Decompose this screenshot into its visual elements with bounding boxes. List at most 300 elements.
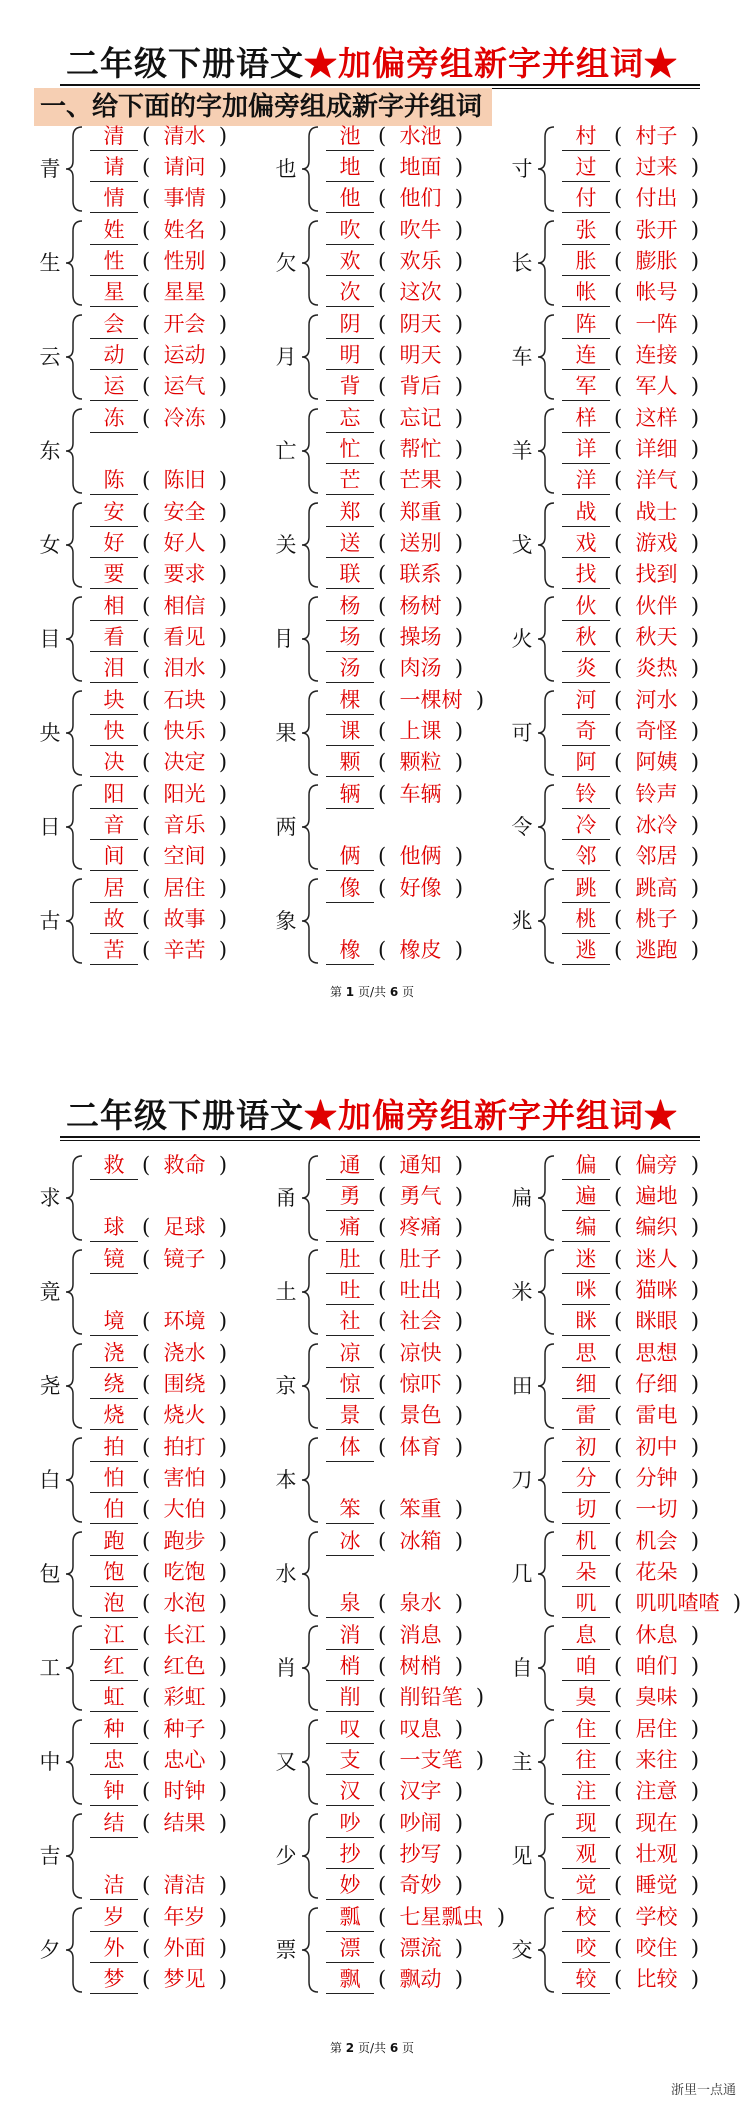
brace-icon (64, 1342, 86, 1430)
word-text: 连接 (635, 343, 678, 367)
word-text: 种子 (163, 1717, 206, 1741)
new-character-blank: 种 (90, 1715, 138, 1744)
open-paren: ( (142, 1560, 164, 1584)
word-text: 跑步 (163, 1529, 206, 1553)
word-answer (142, 341, 227, 369)
open-paren: ( (614, 656, 636, 680)
base-character: 田 (511, 1374, 533, 1398)
brace-icon (300, 1624, 322, 1712)
word-answer (378, 1965, 463, 1993)
close-paren: ) (677, 249, 700, 273)
close-paren: ) (441, 1529, 464, 1553)
char-group (34, 216, 264, 310)
new-character-blank: 漂 (326, 1934, 374, 1963)
word-answer (378, 216, 463, 244)
open-paren: ( (142, 688, 164, 712)
open-paren: ( (378, 1779, 400, 1803)
word-answer (142, 717, 227, 745)
brace-icon (300, 313, 322, 401)
answer-row (90, 498, 280, 529)
answer-row (90, 905, 280, 936)
close-paren: ) (441, 124, 464, 148)
answer-row (90, 780, 280, 811)
base-character: 又 (275, 1750, 297, 1774)
answer-row (562, 874, 744, 905)
char-group (34, 122, 264, 216)
close-paren: ) (441, 656, 464, 680)
open-paren: ( (142, 656, 164, 680)
word-text: 忘记 (399, 406, 442, 430)
word-text: 臭味 (635, 1685, 678, 1709)
answer-row (562, 1401, 744, 1432)
answer-row (90, 1245, 280, 1276)
word-text: 他俩 (399, 844, 442, 868)
close-paren: ) (205, 782, 228, 806)
answer-row (326, 1621, 516, 1652)
new-character-blank: 叽 (562, 1589, 610, 1618)
base-character: 几 (511, 1562, 533, 1586)
close-paren: ) (441, 1936, 464, 1960)
word-text: 一支笔 (399, 1748, 463, 1772)
word-answer (614, 1903, 699, 1931)
base-character: 象 (275, 909, 297, 933)
close-paren: ) (441, 1811, 464, 1835)
open-paren: ( (378, 782, 400, 806)
new-character-blank: 汤 (326, 654, 374, 683)
base-character: 本 (275, 1468, 297, 1492)
word-answer (378, 1527, 463, 1555)
open-paren: ( (378, 500, 400, 524)
word-answer (378, 1370, 463, 1398)
open-paren: ( (142, 1654, 164, 1678)
word-answer (378, 341, 463, 369)
word-text: 地面 (399, 155, 442, 179)
brace-icon (536, 313, 558, 401)
word-answer (142, 1370, 227, 1398)
base-character: 夕 (39, 1938, 61, 1962)
open-paren: ( (142, 1623, 164, 1647)
close-paren: ) (205, 406, 228, 430)
word-text: 树梢 (399, 1654, 442, 1678)
word-answer (614, 623, 699, 651)
new-character-blank: 地 (326, 153, 374, 182)
close-paren: ) (205, 1873, 228, 1897)
word-answer (614, 748, 699, 776)
word-answer (378, 1871, 463, 1899)
word-answer (142, 1621, 227, 1649)
new-character-blank: 奇 (562, 717, 610, 746)
word-text: 吃饱 (163, 1560, 206, 1584)
word-text: 请问 (163, 155, 206, 179)
answer-row (562, 1934, 744, 1965)
new-character-blank: 军 (562, 372, 610, 401)
new-character-blank: 虹 (90, 1683, 138, 1712)
word-answer (142, 153, 227, 181)
new-character-blank: 飘 (326, 1965, 374, 1994)
answer-row (562, 216, 744, 247)
brace-icon (536, 1342, 558, 1430)
new-character-blank: 河 (562, 686, 610, 715)
word-text: 休息 (635, 1623, 678, 1647)
base-character: 交 (511, 1938, 533, 1962)
open-paren: ( (614, 1936, 636, 1960)
close-paren: ) (462, 1748, 485, 1772)
open-paren: ( (378, 1403, 400, 1427)
open-paren: ( (378, 406, 400, 430)
answer-row (326, 1683, 516, 1714)
brace-icon (64, 407, 86, 495)
answer-row (562, 842, 744, 873)
char-group (34, 1903, 264, 1997)
close-paren: ) (441, 249, 464, 273)
word-text: 背后 (399, 374, 442, 398)
new-character-blank: 池 (326, 122, 374, 151)
char-group (34, 780, 264, 874)
answer-row (562, 372, 744, 403)
new-character-blank: 雷 (562, 1401, 610, 1430)
new-character-blank: 浇 (90, 1339, 138, 1368)
word-text: 红色 (163, 1654, 206, 1678)
brace-icon (64, 877, 86, 965)
new-character-blank: 姓 (90, 216, 138, 245)
word-text: 冰箱 (399, 1529, 442, 1553)
word-text: 明天 (399, 343, 442, 367)
new-character-blank: 瓢 (326, 1903, 374, 1932)
new-character-blank: 泪 (90, 654, 138, 683)
answer-row (326, 686, 516, 717)
word-text: 送别 (399, 531, 442, 555)
new-character-blank: 张 (562, 216, 610, 245)
new-character-blank: 阳 (90, 780, 138, 809)
open-paren: ( (142, 782, 164, 806)
word-text: 惊吓 (399, 1372, 442, 1396)
base-character: 吉 (39, 1844, 61, 1868)
answer-row (326, 1276, 516, 1307)
word-text: 来往 (635, 1748, 678, 1772)
open-paren: ( (142, 813, 164, 837)
answer-row (326, 1433, 516, 1464)
brace-icon (64, 1248, 86, 1336)
word-answer (378, 435, 463, 463)
answer-row (326, 1245, 516, 1276)
new-character-blank: 觉 (562, 1871, 610, 1900)
open-paren: ( (614, 1873, 636, 1897)
open-paren: ( (378, 1247, 400, 1271)
answer-row (90, 247, 280, 278)
char-group (34, 1433, 264, 1527)
open-paren: ( (142, 1247, 164, 1271)
new-character-blank: 明 (326, 341, 374, 370)
open-paren: ( (378, 719, 400, 743)
close-paren: ) (441, 280, 464, 304)
close-paren: ) (462, 1685, 485, 1709)
close-paren: ) (677, 124, 700, 148)
new-character-blank: 景 (326, 1401, 374, 1430)
open-paren: ( (142, 249, 164, 273)
new-character-blank: 忠 (90, 1746, 138, 1775)
word-text: 足球 (163, 1215, 206, 1239)
char-group (506, 1715, 736, 1809)
word-text: 性别 (163, 249, 206, 273)
char-group (270, 874, 500, 968)
word-answer (142, 1777, 227, 1805)
answer-row (90, 1871, 280, 1902)
close-paren: ) (441, 500, 464, 524)
word-answer (614, 404, 699, 432)
close-paren: ) (441, 218, 464, 242)
word-text: 这样 (635, 406, 678, 430)
word-text: 忠心 (163, 1748, 206, 1772)
word-text: 泪水 (163, 656, 206, 680)
title-rule (60, 1136, 700, 1138)
answer-row (326, 1370, 516, 1401)
close-paren: ) (441, 437, 464, 461)
brace-icon (64, 595, 86, 683)
word-text: 吐出 (399, 1278, 442, 1302)
char-group (506, 1245, 736, 1339)
open-paren: ( (142, 1309, 164, 1333)
open-paren: ( (614, 876, 636, 900)
word-text: 橡皮 (399, 938, 442, 962)
word-answer (614, 686, 699, 714)
open-paren: ( (142, 719, 164, 743)
word-text: 炎热 (635, 656, 678, 680)
new-character-blank: 星 (90, 278, 138, 307)
answer-row (562, 811, 744, 842)
brace-icon (300, 1342, 322, 1430)
close-paren: ) (441, 1591, 464, 1615)
char-group (506, 686, 736, 780)
word-answer (614, 1715, 699, 1743)
brace-icon (536, 125, 558, 213)
open-paren: ( (378, 1717, 400, 1741)
open-paren: ( (614, 1372, 636, 1396)
close-paren: ) (677, 1153, 700, 1177)
close-paren: ) (441, 468, 464, 492)
new-character-blank: 冰 (326, 1527, 374, 1556)
char-group (506, 1433, 736, 1527)
watermark: 浙里一点通 (670, 2083, 736, 2098)
word-answer (378, 1151, 463, 1179)
word-text: 时钟 (163, 1779, 206, 1803)
word-answer (378, 1213, 463, 1241)
word-answer (614, 1527, 699, 1555)
close-paren: ) (677, 938, 700, 962)
new-character-blank: 吹 (326, 216, 374, 245)
word-text: 比较 (635, 1967, 678, 1991)
word-text: 害怕 (163, 1466, 206, 1490)
word-answer (142, 1464, 227, 1492)
base-character: 票 (275, 1938, 297, 1962)
close-paren: ) (441, 1247, 464, 1271)
open-paren: ( (378, 1184, 400, 1208)
open-paren: ( (614, 594, 636, 618)
new-character-blank: 秋 (562, 623, 610, 652)
word-answer (142, 905, 227, 933)
word-text: 猫咪 (635, 1278, 678, 1302)
close-paren: ) (677, 813, 700, 837)
word-text: 水泡 (163, 1591, 206, 1615)
word-text: 景色 (399, 1403, 442, 1427)
base-character: 也 (275, 157, 297, 181)
close-paren: ) (441, 844, 464, 868)
word-text: 居住 (163, 876, 206, 900)
word-answer (378, 842, 463, 870)
open-paren: ( (378, 1842, 400, 1866)
answer-row (90, 1621, 280, 1652)
word-answer (614, 466, 699, 494)
answer-row (562, 1464, 744, 1495)
answer-row (90, 466, 280, 497)
answer-row (562, 1245, 744, 1276)
new-character-blank: 痛 (326, 1213, 374, 1242)
new-character-blank: 境 (90, 1307, 138, 1336)
word-text: 相信 (163, 594, 206, 618)
answer-row (562, 435, 744, 466)
base-character: 古 (39, 909, 61, 933)
title-rule (60, 1140, 700, 1141)
close-paren: ) (205, 813, 228, 837)
new-character-blank: 居 (90, 874, 138, 903)
char-group (270, 216, 500, 310)
word-text: 梦见 (163, 1967, 206, 1991)
answer-row (90, 310, 280, 341)
new-character-blank: 观 (562, 1840, 610, 1869)
new-character-blank: 怕 (90, 1464, 138, 1493)
open-paren: ( (378, 1685, 400, 1709)
base-character: 月 (275, 345, 297, 369)
char-group (270, 122, 500, 216)
char-group (270, 1809, 500, 1903)
new-character-blank: 咬 (562, 1934, 610, 1963)
close-paren: ) (677, 1184, 700, 1208)
new-character-blank: 初 (562, 1433, 610, 1462)
new-character-blank: 细 (562, 1370, 610, 1399)
char-group (506, 874, 736, 968)
new-character-blank: 课 (326, 717, 374, 746)
answer-row (90, 184, 280, 215)
answer-row (326, 1809, 516, 1840)
brace-icon (536, 1812, 558, 1900)
open-paren: ( (614, 1153, 636, 1177)
answer-row (326, 1652, 516, 1683)
open-paren: ( (142, 155, 164, 179)
new-character-blank: 岁 (90, 1903, 138, 1932)
close-paren: ) (205, 1717, 228, 1741)
answer-row (562, 1339, 744, 1370)
answer-row (90, 1464, 280, 1495)
char-group (270, 1715, 500, 1809)
close-paren: ) (441, 594, 464, 618)
word-answer (378, 1245, 463, 1273)
close-paren: ) (205, 1779, 228, 1803)
answer-row (562, 1777, 744, 1808)
word-text: 居住 (635, 1717, 678, 1741)
close-paren: ) (462, 688, 485, 712)
close-paren: ) (677, 406, 700, 430)
word-answer (378, 1276, 463, 1304)
new-character-blank: 梦 (90, 1965, 138, 1994)
new-character-blank: 故 (90, 905, 138, 934)
word-answer (142, 310, 227, 338)
brace-icon (536, 1718, 558, 1806)
page-footer: 第 1 页/共 6 页 (329, 985, 415, 999)
word-answer (378, 1746, 484, 1774)
answer-row (562, 153, 744, 184)
open-paren: ( (614, 280, 636, 304)
answer-row (326, 1401, 516, 1432)
new-character-blank: 场 (326, 623, 374, 652)
new-character-blank: 付 (562, 184, 610, 213)
base-character: 少 (275, 1844, 297, 1868)
open-paren: ( (614, 750, 636, 774)
close-paren: ) (677, 1685, 700, 1709)
close-paren: ) (205, 1967, 228, 1991)
new-character-blank: 像 (326, 874, 374, 903)
base-character: 求 (39, 1186, 61, 1210)
new-character-blank: 遍 (562, 1182, 610, 1211)
base-character: 水 (275, 1562, 297, 1586)
word-answer (142, 1903, 227, 1931)
base-character: 生 (39, 251, 61, 275)
answer-row (326, 1840, 516, 1871)
answer-row (562, 310, 744, 341)
answer-row (326, 748, 516, 779)
word-answer (142, 466, 227, 494)
base-character: 令 (511, 815, 533, 839)
base-character: 肖 (275, 1656, 297, 1680)
close-paren: ) (677, 468, 700, 492)
answer-row (562, 1307, 744, 1338)
base-character: 戈 (511, 533, 533, 557)
new-character-blank: 削 (326, 1683, 374, 1712)
close-paren: ) (205, 1623, 228, 1647)
close-paren: ) (677, 1779, 700, 1803)
char-group (270, 1245, 500, 1339)
new-character-blank: 编 (562, 1213, 610, 1242)
word-answer (142, 1715, 227, 1743)
open-paren: ( (142, 625, 164, 649)
close-paren: ) (677, 594, 700, 618)
answer-row (90, 1746, 280, 1777)
word-answer (614, 216, 699, 244)
open-paren: ( (378, 876, 400, 900)
close-paren: ) (677, 625, 700, 649)
open-paren: ( (614, 1435, 636, 1459)
word-text: 注意 (635, 1779, 678, 1803)
brace-icon (300, 219, 322, 307)
brace-icon (64, 1154, 86, 1242)
word-answer (378, 717, 463, 745)
brace-icon (300, 689, 322, 777)
close-paren: ) (441, 1623, 464, 1647)
answer-row (326, 1777, 516, 1808)
close-paren: ) (205, 907, 228, 931)
new-character-blank: 注 (562, 1777, 610, 1806)
word-answer (142, 247, 227, 275)
word-answer (142, 1339, 227, 1367)
answer-row (562, 341, 744, 372)
word-answer (378, 560, 463, 588)
word-answer (142, 623, 227, 651)
base-character: 关 (275, 533, 297, 557)
open-paren: ( (378, 186, 400, 210)
answer-row (90, 842, 280, 873)
close-paren: ) (205, 500, 228, 524)
answer-row (326, 654, 516, 685)
char-group (270, 1621, 500, 1715)
word-text: 勇气 (399, 1184, 442, 1208)
